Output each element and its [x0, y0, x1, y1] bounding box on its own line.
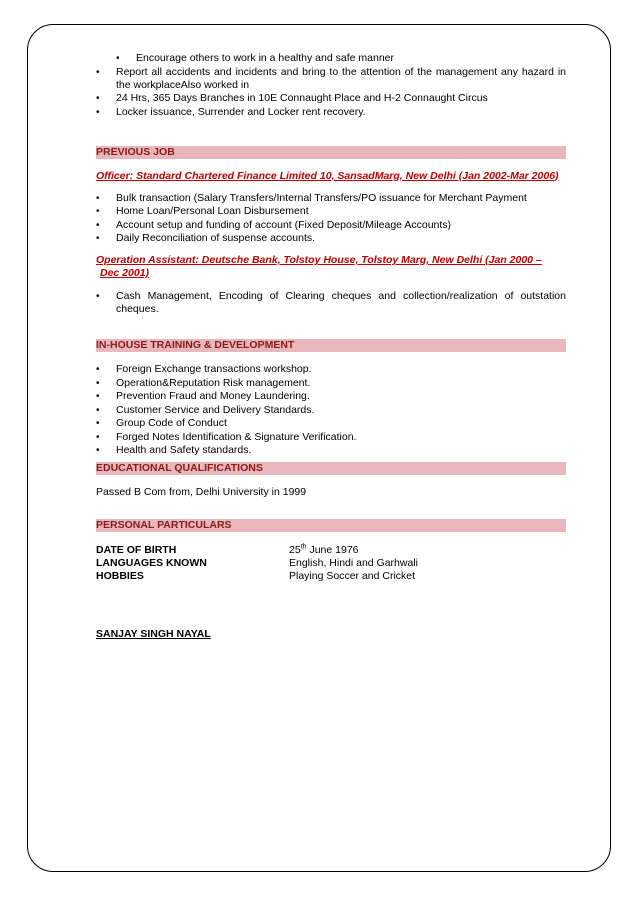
list-item	[96, 444, 566, 457]
bullet-icon: •	[96, 364, 100, 375]
list-item	[96, 290, 566, 316]
list-item-text: Account setup and funding of account (Fixed Deposit/Mileage Accounts)	[116, 218, 452, 231]
list-item-text: Forged Notes Identification & Signature Verification.	[116, 430, 357, 443]
bullet-icon: •	[96, 445, 100, 456]
list-item-text: Encourage others to work in a healthy and safe manner	[136, 52, 394, 64]
hobbies-value: Playing Soccer and Cricket	[289, 570, 416, 582]
bullet-icon: •	[96, 431, 100, 443]
responsibilities-list	[96, 52, 566, 119]
list-item	[96, 66, 566, 92]
dob-day: 25	[289, 544, 301, 556]
list-item-text: Health and Safety standards.	[116, 444, 252, 456]
list-item	[96, 92, 566, 105]
job2-duties-list	[96, 290, 566, 316]
list-item-text: Home Loan/Personal Loan Disbursement	[116, 205, 309, 217]
list-item-text: Foreign Exchange transactions workshop.	[116, 363, 312, 375]
bullet-icon: •	[96, 391, 100, 402]
list-item	[96, 390, 566, 403]
resume-content	[96, 50, 566, 640]
list-item	[96, 417, 566, 430]
bullet-icon: •	[96, 192, 100, 204]
bullet-icon: •	[96, 418, 100, 429]
bullet-icon: •	[96, 206, 100, 217]
list-item-text: Report all accidents and incidents and bring to the attention of the management any hazard in the workplaceAlso worked in	[116, 65, 566, 91]
languages-label: LANGUAGES KNOWN	[96, 557, 207, 569]
list-item	[96, 192, 566, 205]
dob-month-year: June 1976	[306, 544, 359, 556]
list-item-text: Customer Service and Delivery Standards.	[116, 403, 315, 416]
hobbies-label: HOBBIES	[96, 570, 144, 582]
dob-suffix: th	[300, 543, 307, 551]
list-item	[96, 404, 566, 417]
education-text: Passed B Com from, Delhi University in 1999	[96, 486, 307, 498]
list-item	[96, 232, 566, 245]
bullet-icon: •	[96, 404, 100, 416]
list-item-text: Prevention Fraud and Money Laundering.	[116, 390, 310, 402]
list-item	[96, 52, 566, 65]
list-item-text: Operation&Reputation Risk management.	[116, 376, 311, 389]
bullet-icon: •	[96, 377, 100, 389]
bullet-icon: •	[96, 233, 100, 244]
bullet-icon: •	[116, 53, 120, 64]
list-item-text: Group Code of Conduct	[116, 417, 227, 429]
bullet-icon: •	[96, 106, 100, 118]
signature-name: SANJAY SINGH NAYAL	[96, 628, 211, 640]
bullet-icon: •	[96, 219, 100, 231]
job-title-line: Operation Assistant: Deutsche Bank, Tolstoy House, Tolstoy Marg, New Delhi (Jan 2000 –	[96, 254, 542, 266]
dob-value	[289, 544, 359, 557]
job1-duties-list	[96, 192, 566, 246]
list-item	[96, 363, 566, 376]
bullet-icon: •	[96, 66, 100, 78]
training-list	[96, 363, 566, 457]
section-heading-previous-job: PREVIOUS JOB	[96, 146, 566, 159]
languages-value: English, Hindi and Garhwali	[289, 557, 418, 569]
bullet-icon: •	[96, 291, 100, 302]
list-item	[96, 219, 566, 232]
bullet-icon: •	[96, 93, 100, 104]
table-row	[96, 544, 566, 557]
table-row	[96, 570, 566, 583]
job-title-standard-chartered: Officer: Standard Chartered Finance Limited 10, SansadMarg, New Delhi (Jan 2002-Mar 2006)	[96, 169, 559, 182]
section-heading-education: EDUCATIONAL QUALIFICATIONS	[96, 462, 566, 475]
list-item-text: Daily Reconciliation of suspense accounts.	[116, 232, 316, 244]
table-row	[96, 557, 566, 570]
list-item	[96, 431, 566, 444]
section-heading-personal: PERSONAL PARTICULARS	[96, 519, 566, 532]
section-heading-training: IN-HOUSE TRAINING & DEVELOPMENT	[96, 339, 566, 352]
list-item-text: Locker issuance, Surrender and Locker rent recovery.	[116, 105, 366, 118]
list-item-text: 24 Hrs, 365 Days Branches in 10E Connaught Place and H-2 Connaught Circus	[116, 92, 488, 104]
list-item-text: Bulk transaction (Salary Transfers/Internal Transfers/PO issuance for Merchant Payment	[116, 191, 527, 204]
list-item	[96, 205, 566, 218]
dob-label: DATE OF BIRTH	[96, 544, 177, 556]
job-title-line: Dec 2001)	[100, 267, 150, 279]
list-item	[96, 377, 566, 390]
list-item-text: Cash Management, Encoding of Clearing cheques and collection/realization of outstation cheques.	[116, 290, 566, 315]
job-title-deutsche-bank	[96, 254, 566, 280]
personal-particulars-table	[96, 544, 566, 583]
list-item	[96, 106, 566, 119]
